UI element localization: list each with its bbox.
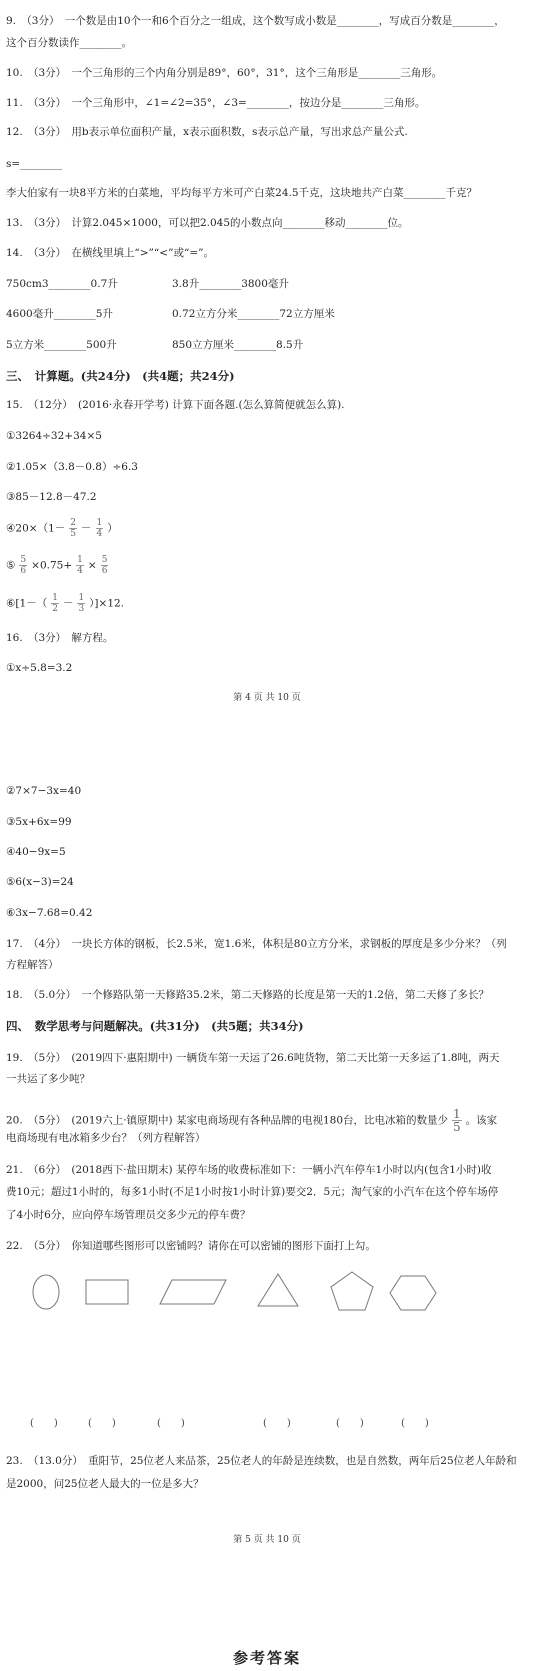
q15-4-prefix: ④20×（1－ [6, 522, 66, 535]
q15-part-2: ②1.05×（3.8－0.8）÷6.3 [6, 461, 138, 473]
question-17: 17. （4分） 一块长方体的钢板，长2.5米，宽1.6米，体积是80立方分米，求钢板的厚度是多少分米？（列 [6, 938, 507, 950]
question-12-b: 李大伯家有一块8平方米的白菜地，平均每平方米可产白菜24.5千克，这块地共产白菜________千克？ [6, 187, 478, 199]
q15-4-minus: － [81, 522, 92, 535]
q16-part-6: ⑥3x−7.68=0.42 [6, 907, 93, 919]
q14-row1-right: 3.8升________3800毫升 [172, 278, 289, 290]
rectangle-shape [86, 1280, 128, 1304]
answer-blank-parallelogram[interactable]: ( ) [157, 1418, 185, 1429]
answer-blank-rectangle[interactable]: ( ) [88, 1418, 116, 1429]
circle-shape [33, 1275, 59, 1309]
q16-part-3: ③5x+6x=99 [6, 816, 72, 828]
q15-part-3: ③85－12.8－47.2 [6, 491, 97, 503]
answer-blank-triangle[interactable]: ( ) [263, 1418, 291, 1429]
q15-part-6 [6, 593, 526, 614]
answer-blank-circle[interactable]: ( ) [30, 1418, 58, 1429]
fraction-5-6: $\frac{5}{6}$ [20, 555, 27, 576]
answer-blank-pentagon[interactable]: ( ) [336, 1418, 364, 1429]
question-20 [6, 1108, 526, 1133]
section-3-heading: 三、 计算题。(共24分) (共4题；共24分) [6, 369, 235, 383]
question-18: 18. （5.0分） 一个修路队第一天修路35.2米，第二天修路的长度是第一天的1.2倍，第二天修了多长？ [6, 989, 489, 1001]
triangle-shape [258, 1274, 298, 1306]
question-12: 12. （3分） 用b表示单位面积产量，x表示面积数，s表示总产量，写出求总产量公式. [6, 126, 408, 138]
q15-part-1: ①3264÷32+34×5 [6, 430, 102, 442]
q16-part-5: ⑤6(x−3)=24 [6, 876, 74, 888]
fraction-1-2: $\frac{1}{2}$ [52, 593, 58, 614]
question-13: 13. （3分） 计算2.045×1000，可以把2.045的小数点向________移动________位。 [6, 217, 409, 229]
q15-5-times: × [87, 559, 97, 572]
page-footer-4: 第 4 页 共 10 页 [233, 693, 301, 703]
q14-row3-right: 850立方厘米________8.5升 [172, 339, 304, 351]
answer-section-title: 参考答案 [232, 1649, 301, 1667]
q16-part-4: ④40−9x=5 [6, 846, 66, 858]
tiling-shapes [0, 1262, 534, 1322]
q15-6-suffix: ）]×12. [89, 597, 125, 610]
question-23: 23. （13.0分） 重阳节，25位老人来品茶，25位老人的年龄是连续数，也是自然数，两年后25位老人年龄和 [6, 1455, 517, 1467]
question-17-cont: 方程解答） [6, 959, 59, 971]
fraction-1-4-b: $\frac{1}{4}$ [77, 555, 83, 576]
q14-row3-left: 5立方米________500升 [6, 339, 117, 351]
q14-row1-left: 750cm3________0.7升 [6, 278, 118, 290]
question-9-cont: 这个百分数读作________。 [6, 37, 132, 49]
question-19: 19. （5分） (2019四下·惠阳期中) 一辆货车第一天运了26.6吨货物，第二天比第一天多运了1.8吨，两天 [6, 1052, 500, 1064]
hexagon-shape [390, 1276, 436, 1310]
section-4-heading: 四、 数学思考与问题解决。(共31分) (共5题；共34分) [6, 1019, 304, 1033]
q15-6-prefix: ⑥[1－（ [6, 597, 48, 610]
q14-row2-right: 0.72立方分米________72立方厘米 [172, 308, 335, 320]
question-21-cont1: 费10元；超过1小时的，每多1小时(不足1小时按1小时计算)要交2．5元；淘气家的小汽车在这个停车场停 [6, 1186, 499, 1198]
question-9: 9. （3分） 一个数是由10个一和6个百分之一组成，这个数写成小数是________，写成百分数是________， [6, 15, 505, 27]
question-10: 10. （3分） 一个三角形的三个内角分别是89°，60°，31°，这个三角形是________三角形。 [6, 67, 443, 79]
q16-part-2: ②7×7−3x=40 [6, 785, 82, 797]
q15-6-minus: － [62, 597, 74, 610]
fraction-1-5: $\frac{1}{5}$ [453, 1107, 461, 1134]
q14-row2-left: 4600毫升________5升 [6, 308, 113, 320]
question-19-cont: 一共运了多少吨？ [6, 1073, 90, 1085]
question-23-cont: 是2000，问25位老人最大的一位是多大？ [6, 1478, 204, 1490]
question-20-cont: 电商场现有电冰箱多少台？（列方程解答） [6, 1132, 206, 1144]
question-21-cont2: 了4小时6分，应向停车场管理员交多少元的停车费？ [6, 1209, 251, 1221]
q15-4-suffix: ） [107, 522, 118, 535]
q15-5-prefix: ⑤ [6, 559, 16, 572]
page-footer-5: 第 5 页 共 10 页 [233, 1535, 301, 1545]
question-16: 16. （3分） 解方程。 [6, 632, 114, 644]
question-21: 21. （6分） (2018西下·盐田期末) 某停车场的收费标准如下：一辆小汽车停车1小时以内(包含1小时)收 [6, 1164, 492, 1176]
fraction-1-4: $\frac{1}{4}$ [96, 518, 103, 539]
question-11: 11. （3分） 一个三角形中，∠1=∠2=35°，∠3=________，按边分是________三角形。 [6, 97, 426, 109]
q15-part-5 [6, 555, 526, 576]
question-14: 14. （3分） 在横线里填上“>”“<”或“=”。 [6, 247, 214, 259]
pentagon-shape [331, 1272, 373, 1310]
parallelogram-shape [160, 1280, 226, 1304]
q15-part-4 [6, 518, 526, 539]
fraction-2-5: $\frac{2}{5}$ [70, 518, 76, 539]
q15-5-mid: ×0.75+ [31, 559, 73, 572]
q16-part-1: ①x÷5.8=3.2 [6, 662, 73, 674]
question-22: 22. （5分） 你知道哪些图形可以密铺吗？请你在可以密铺的图形下面打上勾。 [6, 1240, 376, 1252]
fraction-5-6-b: $\frac{5}{6}$ [101, 555, 108, 576]
fraction-1-3: $\frac{1}{3}$ [78, 593, 85, 614]
question-15: 15. （12分） (2016·永春开学考) 计算下面各题.(怎么算简便就怎么算). [6, 399, 345, 411]
q20-tail: 。该家 [465, 1114, 498, 1127]
answer-blank-hexagon[interactable]: ( ) [401, 1418, 429, 1429]
question-12-formula: s=________ [6, 158, 63, 170]
q20-text: 20. （5分） (2019六上·镇原期中) 某家电商场现有各种品牌的电视180台，比电冰箱的数量少 [6, 1114, 449, 1127]
